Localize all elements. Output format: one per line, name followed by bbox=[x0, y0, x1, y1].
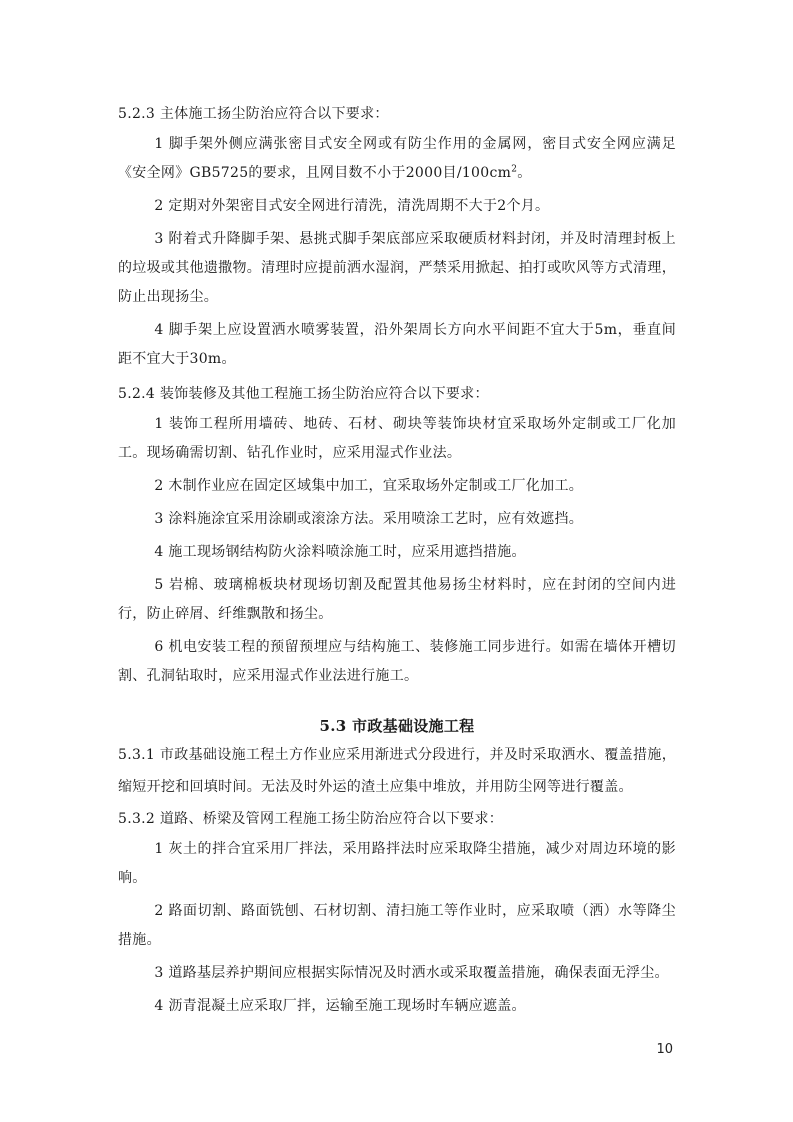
clause-5-3-1: 5.3.1 市政基础设施工程土方作业应采用渐进式分段进行，并及时采取洒水、覆盖措施，缩短开挖和回填时间。无法及时外运的渣土应集中堆放，并用防尘网等进行覆盖。 bbox=[118, 747, 676, 795]
clause-5-2-3-item-1 bbox=[118, 130, 676, 188]
superscript: 2 bbox=[511, 164, 518, 175]
page-number: 10 bbox=[656, 1042, 673, 1057]
clause-5-2-3-item-2: 2 定期对外架密目式安全网进行清洗，清洗周期不大于2个月。 bbox=[154, 198, 550, 214]
clause-5-2-4-item-1: 1 装饰工程所用墙砖、地砖、石材、砌块等装饰块材宜采取场外定制或工厂化加工。现场确需切割、钻孔作业时，应采用湿式作业法。 bbox=[118, 416, 676, 461]
clause-5-3-2-item-2: 2 路面切割、路面铣刨、石材切割、清扫施工等作业时，应采取喷（洒）水等降尘措施。 bbox=[118, 903, 676, 948]
clause-5-2-4-item-3: 3 涂料施涂宜采用涂刷或滚涂方法。采用喷涂工艺时，应有效遮挡。 bbox=[154, 511, 584, 527]
item-text: 1 脚手架外侧应满张密目式安全网或有防尘作用的金属网，密目式安全网应满足《安全网》GB5725的要求，且网目数不小于2000目/100cm bbox=[118, 136, 676, 181]
document-page bbox=[118, 98, 676, 1025]
section-5-3-title: 5.3 市政基础设施工程 bbox=[319, 717, 475, 735]
clause-5-2-4-item-4: 4 施工现场钢结构防火涂料喷涂施工时，应采用遮挡措施。 bbox=[154, 544, 526, 560]
clause-5-3-2-item-1: 1 灰土的拌合宜采用厂拌法，采用路拌法时应采取降尘措施，减少对周边环境的影响。 bbox=[118, 841, 676, 886]
clause-5-2-4-item-6: 6 机电安装工程的预留预埋应与结构施工、装修施工同步进行。如需在墙体开槽切割、孔洞钻取时，应采用湿式作业法进行施工。 bbox=[118, 639, 676, 684]
clause-5-2-3-item-4: 4 脚手架上应设置洒水喷雾装置，沿外架周长方向水平间距不宜大于5m，垂直间距不宜大于30m。 bbox=[118, 322, 676, 367]
clause-5-2-4-item-2: 2 木制作业应在固定区域集中加工，宜采取场外定制或工厂化加工。 bbox=[154, 478, 584, 494]
item-tail: 。 bbox=[517, 165, 532, 181]
clause-5-3-2-item-4: 4 沥青混凝土应采取厂拌，运输至施工现场时车辆应遮盖。 bbox=[154, 998, 526, 1014]
clause-5-2-4-heading: 5.2.4 装饰装修及其他工程施工扬尘防治应符合以下要求： bbox=[118, 386, 489, 402]
clause-5-2-4-item-5: 5 岩棉、玻璃棉板块材现场切割及配置其他易扬尘材料时，应在封闭的空间内进行，防止碎屑、纤维飘散和扬尘。 bbox=[118, 577, 676, 622]
clause-5-2-3-heading: 5.2.3 主体施工扬尘防治应符合以下要求： bbox=[118, 106, 389, 122]
clause-5-3-2-item-3: 3 道路基层养护期间应根据实际情况及时洒水或采取覆盖措施，确保表面无浮尘。 bbox=[154, 965, 669, 981]
clause-5-3-2-heading: 5.3.2 道路、桥梁及管网工程施工扬尘防治应符合以下要求： bbox=[118, 811, 504, 827]
clause-5-2-3-item-3: 3 附着式升降脚手架、悬挑式脚手架底部应采取硬质材料封闭，并及时清理封板上的垃圾或其他遗撒物。清理时应提前洒水湿润，严禁采用掀起、拍打或吹风等方式清理，防止出现扬尘。 bbox=[118, 231, 676, 305]
